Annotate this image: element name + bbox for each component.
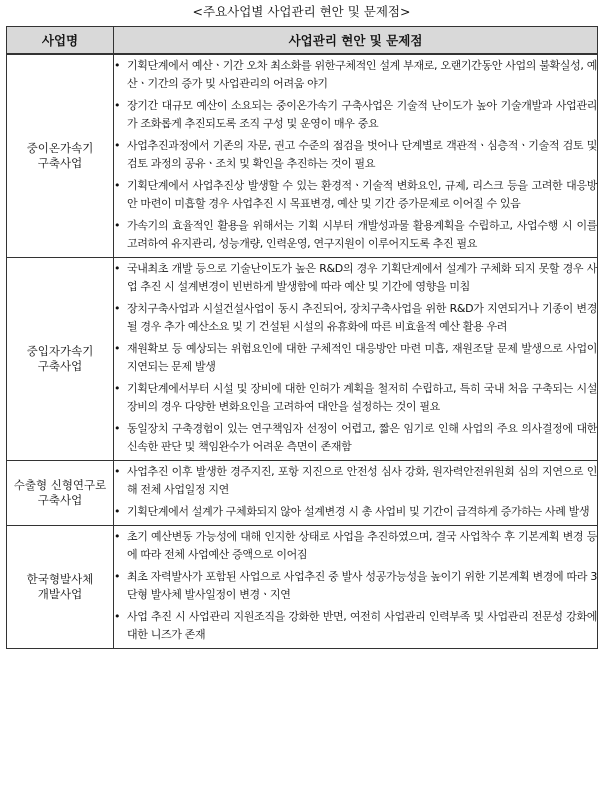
issues-cell [114,54,598,258]
project-name-line: 개발사업 [37,587,83,601]
issue-item [114,380,597,416]
project-name-cell [7,461,114,526]
issue-list [114,57,597,253]
header-row [7,27,598,55]
project-name-line: 구축사업 [37,493,83,507]
project-name-line: 중이온가속기 [26,141,94,155]
project-name-line: 한국형발사체 [26,572,94,586]
bullet-icon: • [114,99,121,112]
issue-item [114,97,597,133]
bullet-icon: • [114,570,121,583]
bullet-icon: • [114,219,121,232]
project-name-line: 구축사업 [37,156,83,170]
issue-text: 국내최초 개발 등으로 기술난이도가 높은 R&D의 경우 기획단계에서 설계가 구체화 되지 못할 경우 사업 추진 시 설계변경이 빈번하게 발생함에 따라 예산 및 기간에 영향을 미침 [127,262,597,293]
issue-item [114,177,597,213]
issue-text: 기획단계에서 예산ㆍ기간 오차 최소화를 위한구체적인 설계 부재로, 오랜기간동안 사업의 불확실성, 예산ㆍ기간의 증가 및 사업관리의 어려움 야기 [127,59,597,90]
issue-item [114,260,597,296]
header-issues: 사업관리 현안 및 문제점 [114,27,598,55]
bullet-icon: • [114,342,121,355]
issue-text: 기획단계에서 사업추진상 발생할 수 있는 환경적ㆍ기술적 변화요인, 규제, 리스크 등을 고려한 대응방안 마련이 미흡할 경우 사업추진 시 목표변경, 예산 및 기간 증가문제로 이어질 수 있음 [127,179,597,210]
issue-item [114,463,597,499]
bullet-icon: • [114,262,121,275]
issue-item [114,300,597,336]
project-name-line: 구축사업 [37,359,83,373]
issues-cell [114,258,598,461]
issue-text: 사업추진 이후 발생한 경주지진, 포항 지진으로 안전성 심사 강화, 원자력안전위원회 심의 지연으로 인해 전체 사업일정 지연 [127,465,597,496]
issue-item [114,217,597,253]
project-name-cell [7,526,114,649]
issue-list [114,463,597,521]
issue-text: 장치구축사업과 시설건설사업이 동시 추진되어, 장치구축사업을 위한 R&D가 지연되거나 기종이 변경될 경우 추가 예산소요 및 기 건설된 시설의 유휴화에 따른 비효율적 예산 활용 우려 [127,302,597,333]
issue-text: 기획단계에서 설계가 구체화되지 않아 설계변경 시 총 사업비 및 기간이 급격하게 증가하는 사례 발생 [127,505,590,518]
table-row [7,54,598,258]
bullet-icon: • [114,59,121,72]
issues-cell [114,526,598,649]
header-project: 사업명 [7,27,114,55]
project-name-line: 수출형 신형연구로 [13,478,107,492]
issue-item [114,137,597,173]
issue-text: 최초 자력발사가 포함된 사업으로 사업추진 중 발사 성공가능성을 높이기 위한 기본계획 변경에 따라 3단형 발사체 발사일정이 변경ㆍ지연 [127,570,597,601]
project-name-cell [7,54,114,258]
issue-text: 기획단계에서부터 시설 및 장비에 대한 인허가 계획을 철저히 수립하고, 특히 국내 처음 구축되는 시설장비의 경우 다양한 변화요인을 고려하여 대안을 설정하는 것이 필요 [127,382,597,413]
bullet-icon: • [114,382,121,395]
issue-text: 사업 추진 시 사업관리 지원조직을 강화한 반면, 여전히 사업관리 인력부족 및 사업관리 전문성 강화에 대한 니즈가 존재 [127,610,597,641]
issue-text: 장기간 대규모 예산이 소요되는 중이온가속기 구축사업은 기술적 난이도가 높아 기술개발과 사업관리가 조화롭게 추진되도록 조직 구성 및 운영이 매우 중요 [127,99,597,130]
issue-list [114,260,597,456]
issue-item [114,340,597,376]
issue-item [114,420,597,456]
bullet-icon: • [114,610,121,623]
bullet-icon: • [114,179,121,192]
issue-item [114,528,597,564]
bullet-icon: • [114,139,121,152]
issue-list [114,528,597,644]
bullet-icon: • [114,302,121,315]
issue-item [114,57,597,93]
table-row [7,461,598,526]
issue-text: 가속기의 효율적인 활용을 위해서는 기획 시부터 개발성과물 활용계획을 수립하고, 사업수행 시 이를 고려하여 유지관리, 성능개량, 인력운영, 연구지원이 이루어지도록 추진 필요 [127,219,597,250]
issues-table [6,26,598,649]
bullet-icon: • [114,530,121,543]
project-name-cell [7,258,114,461]
project-name-line: 중입자가속기 [26,344,94,358]
issue-text: 재원확보 등 예상되는 위험요인에 대한 구체적인 대응방안 마련 미흡, 재원조달 문제 발생으로 사업이 지연되는 문제 발생 [127,342,597,373]
table-row [7,258,598,461]
issue-text: 사업추진과정에서 기존의 자문, 권고 수준의 점검을 벗어나 단계별로 객관적ㆍ심층적ㆍ기술적 검토 및 검토 과정의 공유ㆍ조치 및 확인을 추진하는 것이 필요 [127,139,597,170]
bullet-icon: • [114,422,121,435]
issue-item [114,568,597,604]
issue-text: 동일장치 구축경험이 있는 연구책임자 선정이 어렵고, 짧은 임기로 인해 사업의 주요 의사결정에 대한 신속한 판단 및 책임완수가 어려운 측면이 존재함 [127,422,597,453]
issues-cell [114,461,598,526]
issue-item [114,503,597,521]
table-row [7,526,598,649]
issue-item [114,608,597,644]
bullet-icon: • [114,465,121,478]
bullet-icon: • [114,505,121,518]
table-caption: <주요사업별 사업관리 현안 및 문제점> [192,4,411,19]
issue-text: 초기 예산변동 가능성에 대해 인지한 상태로 사업을 추진하였으며, 결국 사업착수 후 기본계획 변경 등에 따라 전체 사업예산 증액으로 이어짐 [127,530,597,561]
